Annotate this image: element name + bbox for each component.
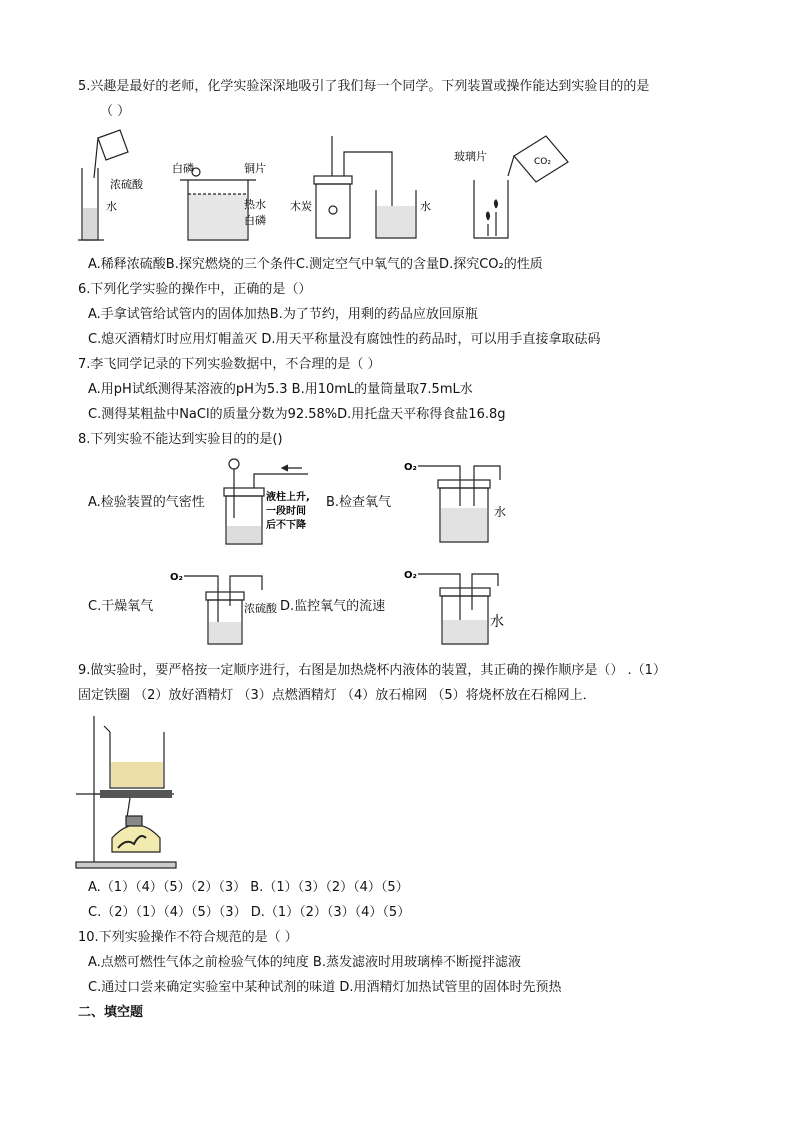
label-white-phosphorus-top: 白磷 [172,162,194,175]
q8-option-a: A.检验装置的气密性 [88,495,205,510]
q9-options-line2: C.（2）（1）（4）（5）（3） D.（1）（2）（3）（4）（5） [88,905,411,920]
q5-answer-paren: （ ） [100,104,131,119]
note-line-1: 液柱上升, [266,492,310,503]
label-o2-b: O₂ [404,462,417,473]
q6-options-line2: C.熄灭酒精灯时应用灯帽盖灭 D.用天平称量没有腐蚀性的药品时，可以用手直接拿取砝码 [88,332,601,347]
label-glass-sheet: 玻璃片 [454,150,487,163]
section-heading: 二、填空题 [78,1005,144,1020]
label-conc-acid-c: 浓硫酸 [244,602,277,615]
label-o2-c: O₂ [170,572,183,583]
q8-option-d: D.监控氧气的流速 [280,599,386,614]
note-line-3: 后不下降 [266,520,306,531]
q5-options: A.稀释浓硫酸B.探究燃烧的三个条件C.测定空气中氧气的含量D.探究CO₂的性质 [88,257,543,272]
co2-property-apparatus [474,136,568,238]
label-copper-sheet: 铜片 [244,162,266,175]
oxygen-measure-apparatus [314,136,416,238]
label-water-a: 水 [106,200,117,213]
q8-airtightness-figure [218,456,318,548]
q10-stem: 10.下列实验操作不符合规范的是（ ） [78,930,298,945]
q8-option-c: C.干燥氧气 [88,599,154,614]
label-water-c: 水 [420,200,431,213]
label-water-b: 水 [494,505,507,519]
q5-apparatus-figure [76,128,576,246]
q10-options-line2: C.通过口尝来确定实验室中某种试剂的味道 D.用酒精灯加热试管里的固体时先预热 [88,980,562,995]
q7-options-line2: C.测得某粗盐中NaCl的质量分数为92.58%D.用托盘天平称得食盐16.8g [88,407,506,422]
label-water-d: 水 [490,614,504,630]
label-white-phosphorus-bottom: 白磷 [244,214,266,227]
label-charcoal: 木炭 [290,200,312,213]
q9-stem-cont: 固定铁圈 （2）放好酒精灯 （3）点燃酒精灯 （4）放石棉网 （5）将烧杯放在石棉网上． [78,688,596,703]
q10-options-line1: A.点燃可燃性气体之前检验气体的纯度 B.蒸发滤液时用玻璃棒不断搅拌滤液 [88,955,521,970]
q9-heating-apparatus-figure [74,712,178,870]
q9-stem: 9.做实验时，要严格按一定顺序进行，右图是加热烧杯内液体的装置，其正确的操作顺序是（） .（1） [78,663,666,678]
q7-stem: 7.李飞同学记录的下列实验数据中，不合理的是（ ） [78,357,381,372]
q8-stem: 8.下列实验不能达到实验目的的是() [78,432,283,447]
q9-options-line1: A.（1）（4）（5）（2）（3） B.（1）（3）（2）（4）（5） [88,880,409,895]
label-co2: CO₂ [534,157,551,167]
label-conc-sulfuric-acid: 浓硫酸 [110,178,143,191]
note-line-2: 一段时间 [266,506,306,517]
label-o2-d: O₂ [404,570,417,581]
q6-stem: 6.下列化学实验的操作中，正确的是（） [78,282,312,297]
label-hot-water: 热水 [244,198,266,211]
q8-dry-oxygen-figure [170,566,280,648]
q8-oxygen-check-figure [404,458,514,546]
q6-options-line1: A.手拿试管给试管内的固体加热B.为了节约，用剩的药品应放回原瓶 [88,307,478,322]
q5-stem: 5.兴趣是最好的老师，化学实验深深地吸引了我们每一个同学。下列装置或操作能达到实验目的的是 [78,79,650,94]
q7-options-line1: A.用pH试纸测得某溶液的pH为5.3 B.用10mL的量筒量取7.5mL水 [88,382,473,397]
q8-option-b: B.检查氧气 [326,495,392,510]
q8-flow-monitor-figure [404,566,514,648]
